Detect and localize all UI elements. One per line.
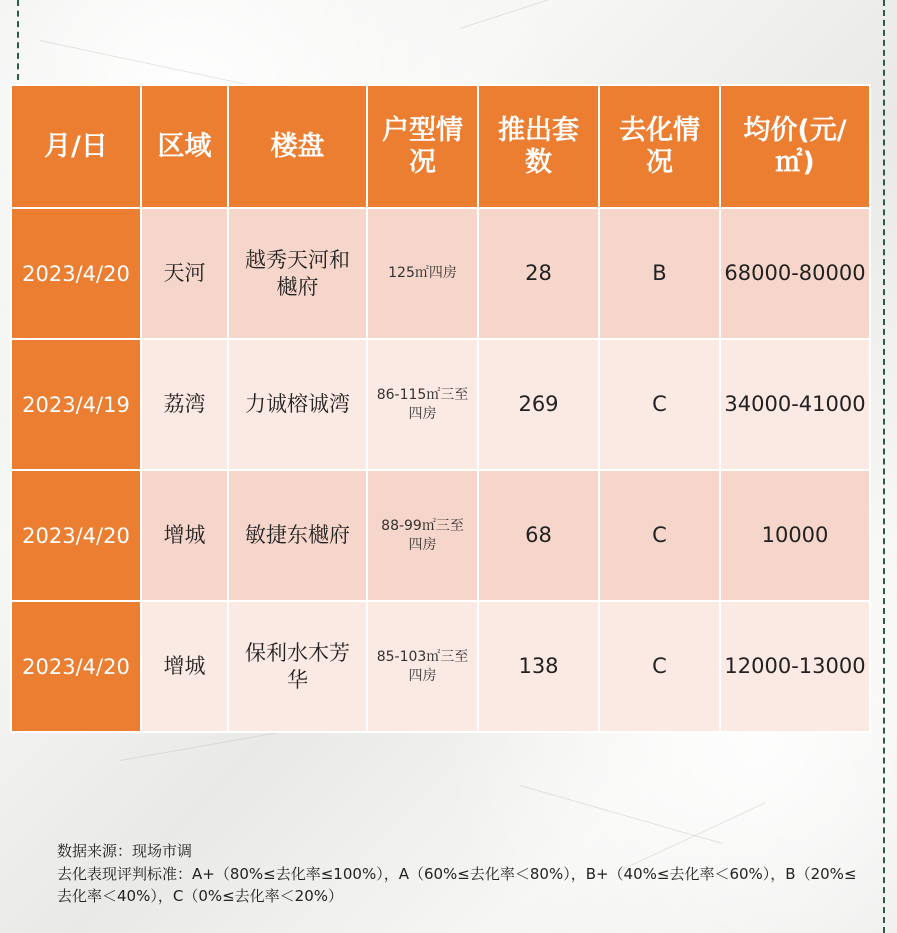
sales-table <box>10 84 871 733</box>
sales-cell: B <box>599 208 720 339</box>
sales-cell: C <box>599 339 720 470</box>
table-row <box>11 470 870 601</box>
price-cell: 12000-13000 <box>720 601 870 732</box>
layout-cell: 88-99㎡三至四房 <box>367 470 478 601</box>
layout-cell: 85-103㎡三至四房 <box>367 601 478 732</box>
marble-vein <box>520 785 722 844</box>
header-date: 月/日 <box>11 85 141 208</box>
price-cell: 34000-41000 <box>720 339 870 470</box>
date-cell: 2023/4/20 <box>11 470 141 601</box>
price-cell: 68000-80000 <box>720 208 870 339</box>
header-price: 均价(元/㎡) <box>720 85 870 208</box>
project-cell: 保利水木芳华 <box>228 601 367 732</box>
criteria-text: 去化表现评判标准：A+（80%≤去化率≤100%），A（60%≤去化率＜80%），B+（40%≤去化率＜60%），B（20%≤去化率＜40%），C（0%≤去化率＜20%） <box>57 864 857 905</box>
data-source-text: 数据来源：现场市调 <box>57 842 193 860</box>
units-cell: 68 <box>478 470 599 601</box>
layout-cell: 125㎡四房 <box>367 208 478 339</box>
area-cell: 天河 <box>141 208 228 339</box>
units-cell: 28 <box>478 208 599 339</box>
date-cell: 2023/4/19 <box>11 339 141 470</box>
marble-vein <box>460 0 641 29</box>
table-row <box>11 601 870 732</box>
marble-vein <box>40 40 255 87</box>
project-cell: 力诚榕诚湾 <box>228 339 367 470</box>
table-row <box>11 339 870 470</box>
layout-cell: 86-115㎡三至四房 <box>367 339 478 470</box>
project-cell: 敏捷东樾府 <box>228 470 367 601</box>
area-cell: 荔湾 <box>141 339 228 470</box>
date-cell: 2023/4/20 <box>11 208 141 339</box>
header-project: 楼盘 <box>228 85 367 208</box>
date-cell: 2023/4/20 <box>11 601 141 732</box>
sales-cell: C <box>599 601 720 732</box>
header-units: 推出套数 <box>478 85 599 208</box>
project-cell: 越秀天河和樾府 <box>228 208 367 339</box>
units-cell: 138 <box>478 601 599 732</box>
price-cell: 10000 <box>720 470 870 601</box>
header-layout: 户型情况 <box>367 85 478 208</box>
sales-table-container <box>10 84 869 731</box>
area-cell: 增城 <box>141 470 228 601</box>
source-notes <box>57 840 863 908</box>
units-cell: 269 <box>478 339 599 470</box>
header-area: 区域 <box>141 85 228 208</box>
header-sales: 去化情况 <box>599 85 720 208</box>
table-row <box>11 208 870 339</box>
decorative-frame-left <box>17 0 19 80</box>
area-cell: 增城 <box>141 601 228 732</box>
decorative-frame-right <box>883 0 885 933</box>
sales-cell: C <box>599 470 720 601</box>
table-header-row <box>11 85 870 208</box>
